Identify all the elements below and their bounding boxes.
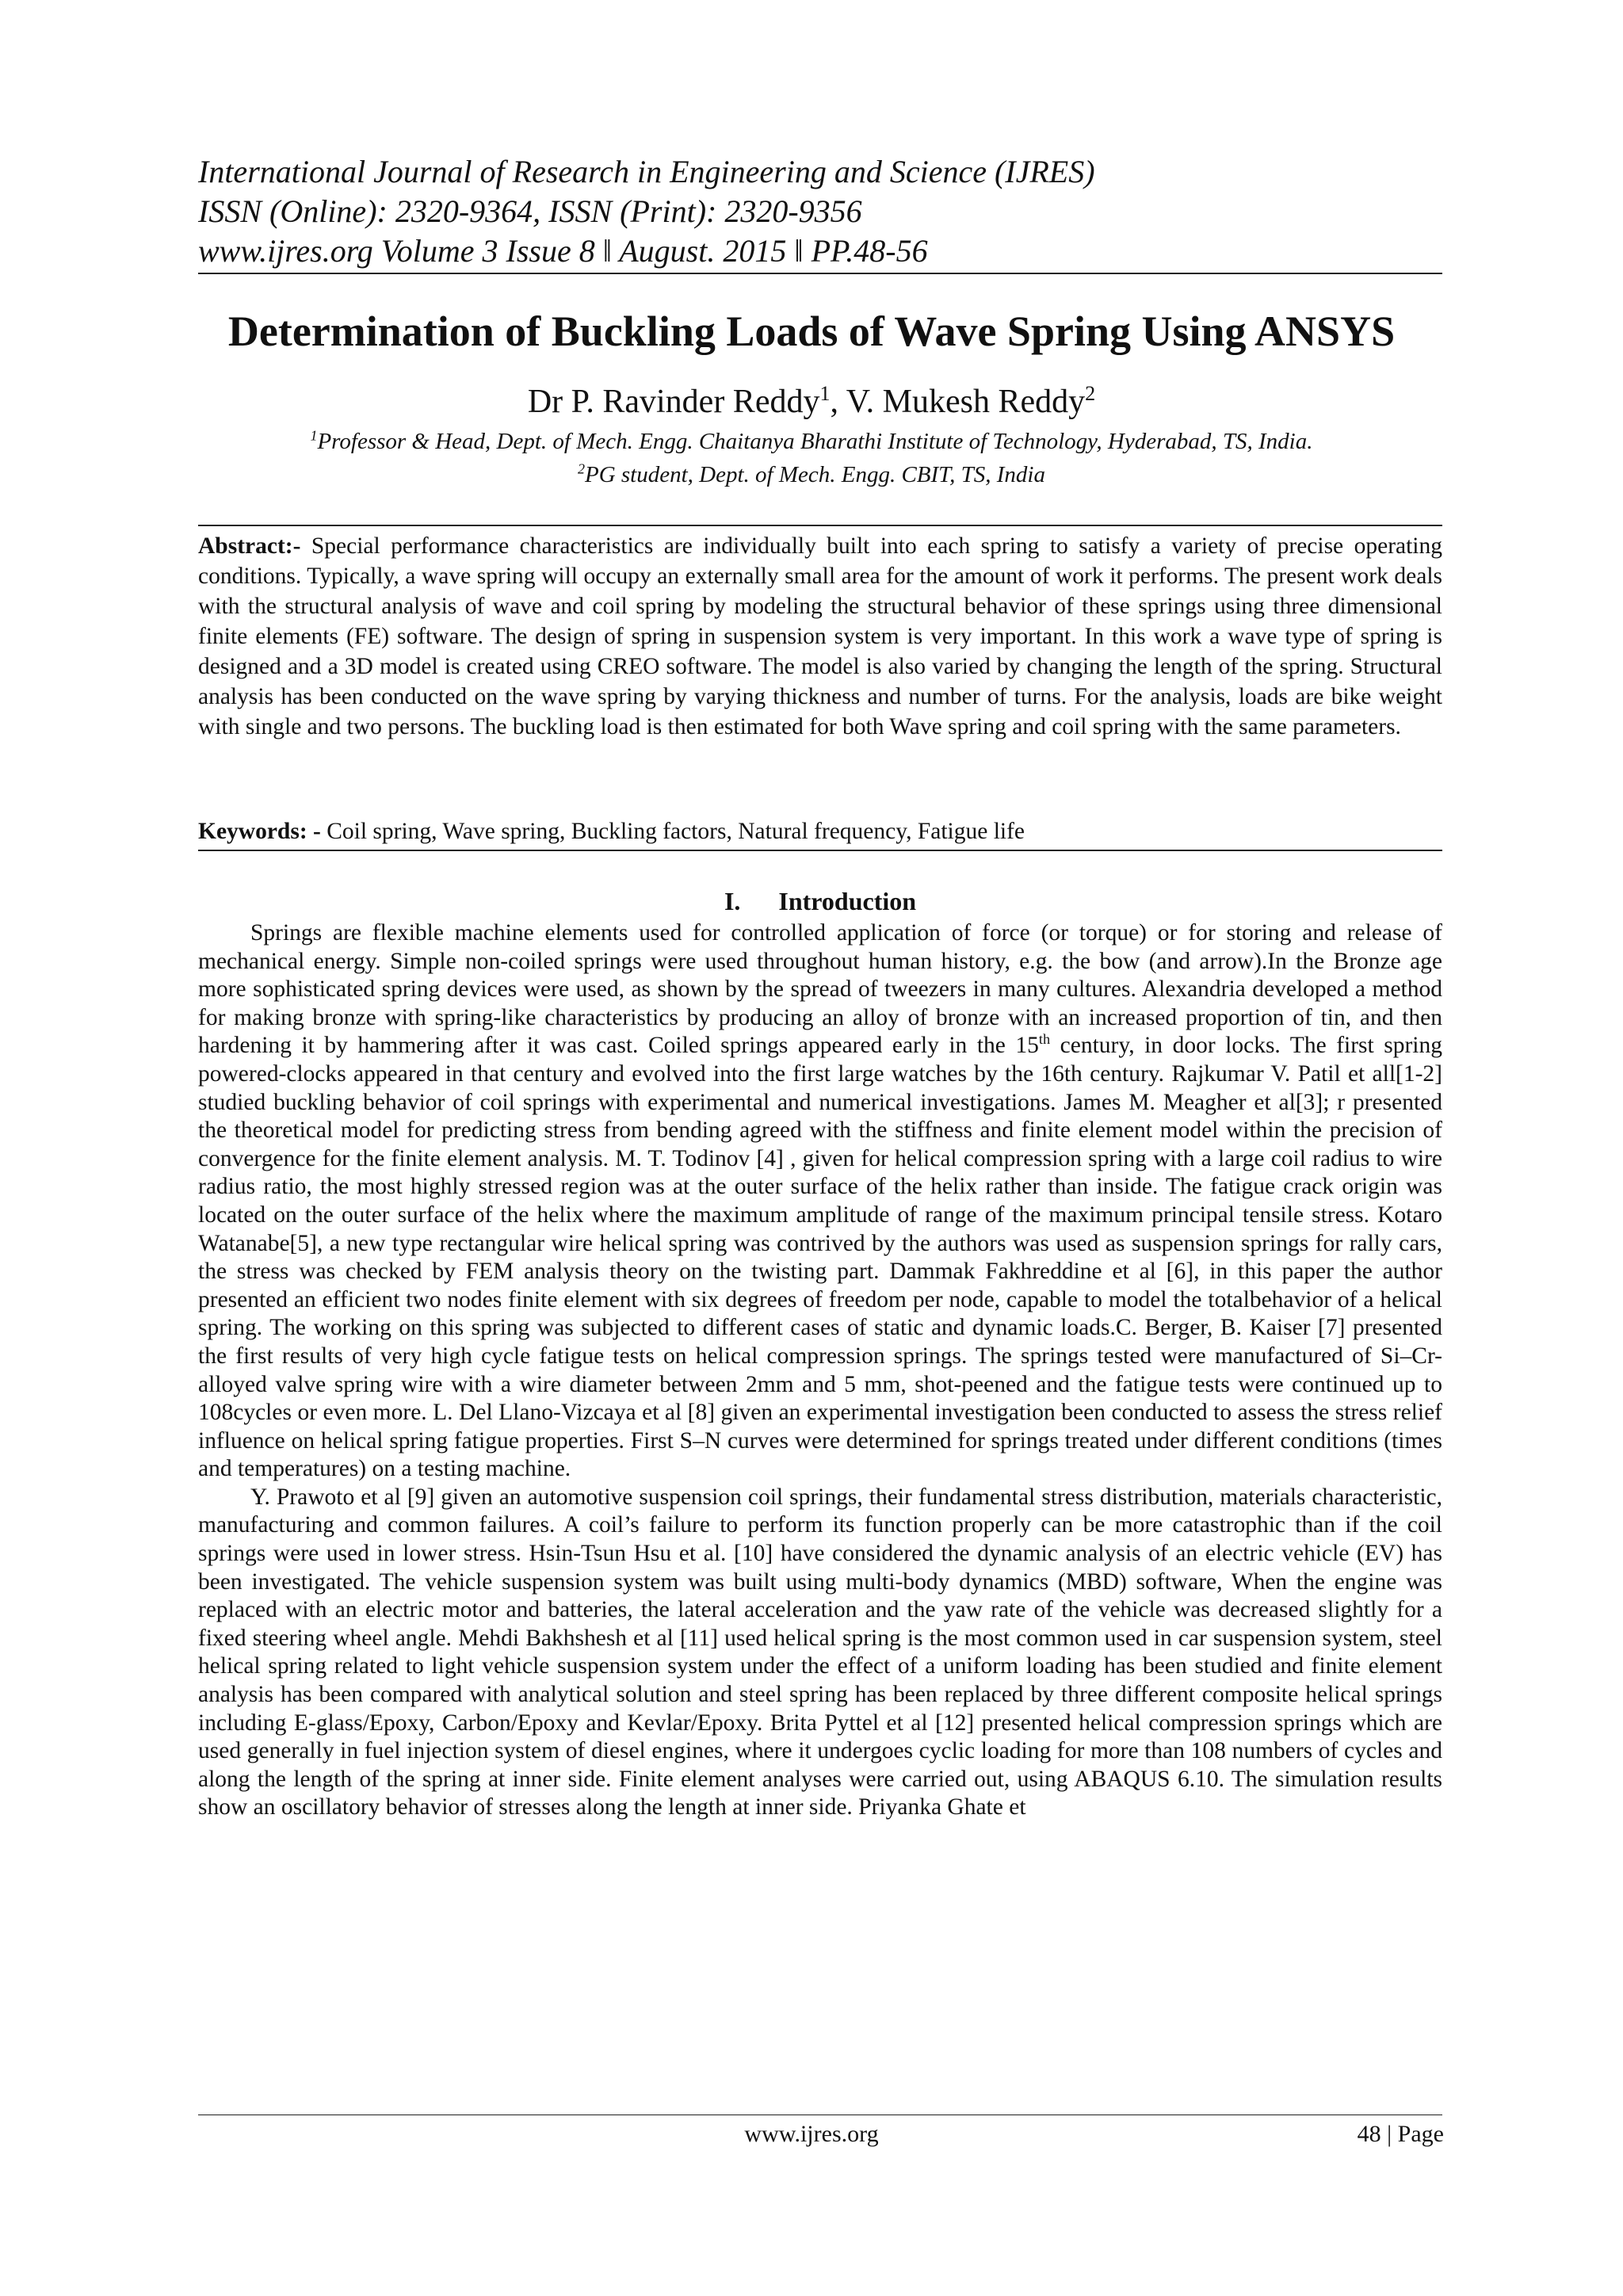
paper-title: Determination of Buckling Loads of Wave Spring Using ANSYS <box>227 308 1396 355</box>
section-heading <box>198 885 1442 917</box>
keywords <box>198 816 1442 846</box>
journal-header <box>198 152 1442 271</box>
abstract-paragraph <box>198 531 1442 742</box>
section-title: Introduction <box>778 887 917 915</box>
keywords-text: Coil spring, Wave spring, Buckling factors, Natural frequency, Fatigue life <box>320 819 1025 844</box>
abstract-bottom-rule <box>198 850 1442 851</box>
author-1: Dr P. Ravinder Reddy <box>527 384 820 420</box>
abstract <box>198 531 1442 742</box>
affiliation-2-superscript: 2 <box>578 460 585 477</box>
affiliation-1-text: Professor & Head, Dept. of Mech. Engg. Chaitanya Bharathi Institute of Technology, Hyderabad, TS, India. <box>317 429 1313 454</box>
paragraph-1-part-a: Springs are flexible machine elements used for controlled application of force (or torque) or for storing and release of mechanical energy. Simple non-coiled springs were used throughout human history, e.g. the bow (and arrow).In the Bronze age more sophisticated spring devices were used, as shown by the spread of tweezers in many cultures. Alexandria developed a method for making bronze with spring-like characteristics by producing an alloy of bronze with an increased proportion of tin, and then hardening it by hammering after it was cast. Coiled springs appeared early in the 15 <box>198 920 1442 1059</box>
header-rule <box>198 273 1442 274</box>
keywords-label: Keywords: - <box>198 819 321 844</box>
journal-volume: www.ijres.org Volume 3 Issue 8 ǁ August. 2015 ǁ PP.48-56 <box>198 233 928 269</box>
authors <box>158 380 1465 423</box>
paragraph-2: Y. Prawoto et al [9] given an automotive suspension coil springs, their fundamental stress distribution, materials characteristic, manufacturing and common failures. A coil’s failure to perform its function properly can be more catastrophic than if the coil springs were used in lower stress. Hsin-Tsun Hsu et al. [10] have considered the dynamic analysis of an electric vehicle (EV) has been investigated. The vehicle suspension system was built using multi-body dynamics (MBD) software, When the engine was replaced with an electric motor and batteries, the lateral acceleration and the yaw rate of the vehicle was decreased slightly for a fixed steering wheel angle. Mehdi Bakhshesh et al [11] used helical spring is the most common used in car suspension system, steel helical spring related to light vehicle suspension system under the effect of a uniform loading has been studied and finite element analysis has been compared with analytical solution and steel spring has been replaced by three different composite helical springs including E-glass/Epoxy, Carbon/Epoxy and Kevlar/Epoxy. Brita Pyttel et al [12] presented helical compression springs which are used generally in fuel injection system of diesel engines, where it undergoes cyclic loading for more than 108 numbers of cycles and along the length of the spring at inner side. Finite element analyses were carried out, using ABAQUS 6.10. The simulation results show an oscillatory behavior of stresses along the length at inner side. Priyanka Ghate et <box>198 1484 1442 1820</box>
body-text <box>198 919 1442 1822</box>
affiliation-2 <box>158 460 1465 490</box>
journal-issn: ISSN (Online): 2320-9364, ISSN (Print): 2320-9356 <box>198 193 862 229</box>
paragraph-1-superscript: th <box>1038 1031 1051 1048</box>
author-1-superscript: 1 <box>819 382 831 405</box>
footer-page-number: 48 | Page <box>1357 2121 1444 2147</box>
affiliation-1 <box>158 426 1465 457</box>
paragraph-1-part-b: century, in door locks. The first spring powered-clocks appeared in that century and evolved into the first large watches by the 16th century. Rajkumar V. Patil et all[1-2] studied buckling behavior of coil springs with experimental and numerical investigations. James M. Meagher et al[3]; r presented the theoretical model for predicting stress from bending agreed with the stiffness and finite element model within the precision of convergence for the finite element analysis. M. T. Todinov [4] , given for helical compression spring with a large coil radius to wire radius ratio, the most highly stressed region was at the outer surface of the helix rather than inside. The fatigue crack origin was located on the outer surface of the helix where the maximum amplitude of range of the maximum principal tensile stress. Kotaro Watanabe[5], a new type rectangular wire helical spring was contrived by the authors was used as suspension springs for rally cars, the stress was checked by FEM analysis theory on the twisting part. Dammak Fakhreddine et al [6], in this paper the author presented an efficient two nodes finite element with six degrees of freedom per node, capable to model the totalbehavior of a helical spring. The working on this spring was subjected to different cases of static and dynamic loads.C. Berger, B. Kaiser [7] presented the first results of very high cycle fatigue tests on helical compression springs. The springs tested were manufactured of Si–Cr-alloyed valve spring wire with a wire diameter between 2mm and 5 mm, shot-peened and the fatigue tests were continued up to 108cycles or even more. L. Del Llano-Vizcaya et al [8] given an experimental investigation been conducted to assess the stress relief influence on helical spring fatigue properties. First S–N curves were determined for springs treated under different conditions (times and temperatures) on a testing machine. <box>198 1033 1442 1482</box>
author-separator: , <box>830 384 846 420</box>
abstract-text: Special performance characteristics are individually built into each spring to satisfy a variety of precise operating conditions. Typically, a wave spring will occupy an externally small area for the amount of work it performs. The present work deals with the structural analysis of wave and coil spring by modeling the structural behavior of these springs using three dimensional finite elements (FE) software. The design of spring in suspension system is very important. In this work a wave type of spring is designed and a 3D model is created using CREO software. The model is also varied by changing the length of the spring. Structural analysis has been conducted on the wave spring by varying thickness and number of turns. For the analysis, loads are bike weight with single and two persons. The buckling load is then estimated for both Wave spring and coil spring with the same parameters. <box>198 533 1442 739</box>
affiliation-2-text: PG student, Dept. of Mech. Engg. CBIT, TS, India <box>584 462 1045 487</box>
abstract-label: Abstract:- <box>198 533 301 559</box>
section-number: I. <box>724 887 741 915</box>
paragraph-1 <box>198 919 1442 1484</box>
footer-url: www.ijres.org <box>744 2121 879 2147</box>
journal-name: International Journal of Research in Engineering and Science (IJRES) <box>198 154 1095 189</box>
abstract-top-rule <box>198 525 1442 526</box>
author-2-superscript: 2 <box>1085 382 1096 405</box>
author-2: V. Mukesh Reddy <box>846 384 1086 420</box>
affiliation-1-superscript: 1 <box>310 427 318 444</box>
